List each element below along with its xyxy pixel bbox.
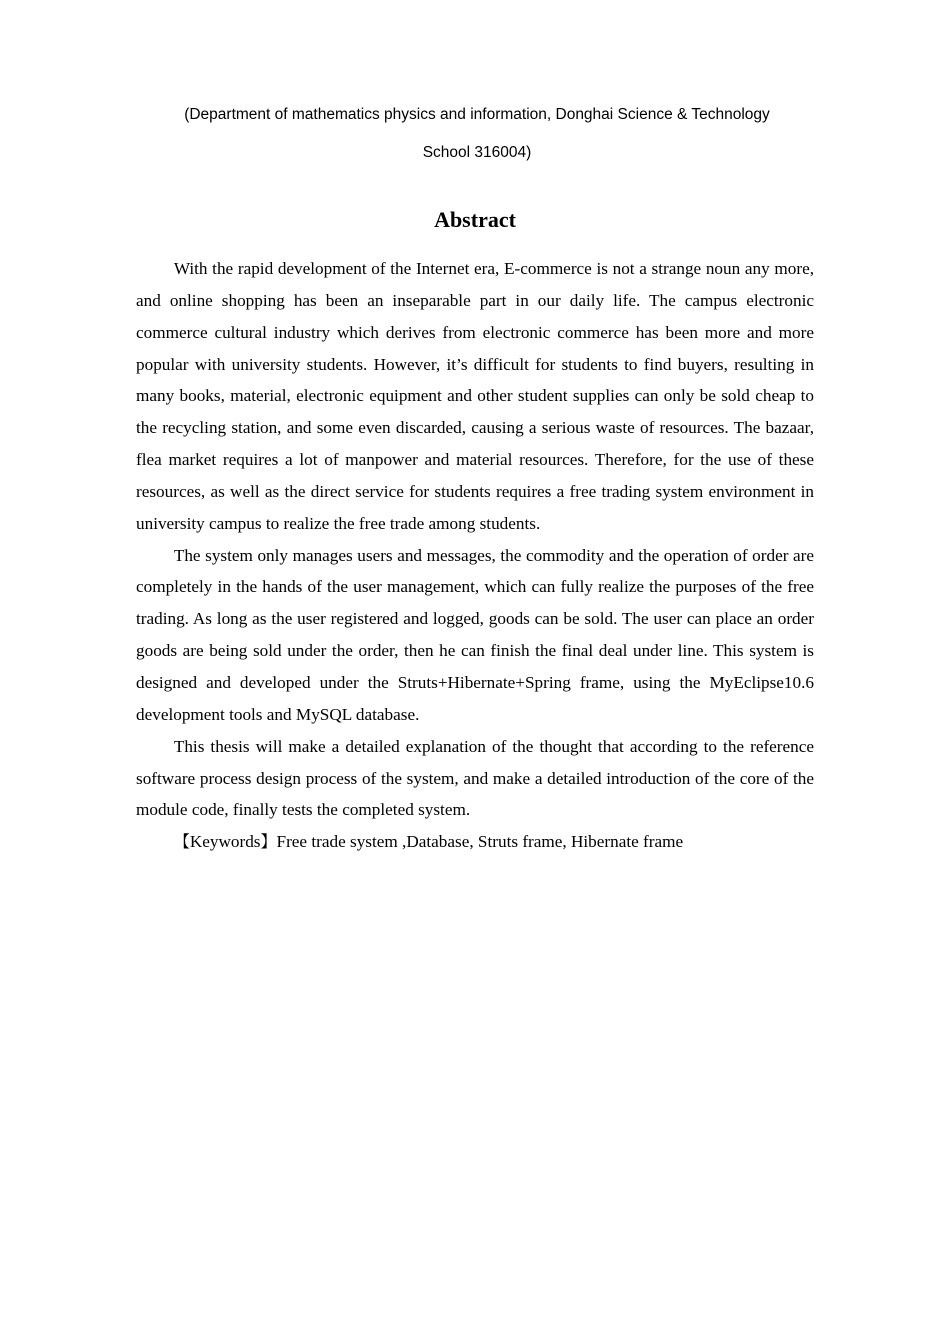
abstract-paragraph-2: The system only manages users and messages, the commodity and the operation of order are completely in the hands of the user management, which can fully realize the purposes of the free trading. As long as the user registered and logged, goods can be sold. The user can place an order goods are being sold under the order, then he can finish the final deal under line. This system is designed and developed under the Struts+Hibernate+Spring frame, using the MyEclipse10.6 development tools and MySQL database.: [136, 545, 814, 724]
affiliation-line-1: (Department of mathematics physics and information, Donghai Science & Technology: [184, 106, 770, 123]
keywords-text: Free trade system ,Database, Struts frame, Hibernate frame: [276, 832, 684, 852]
author-affiliation: [136, 96, 818, 172]
keywords-label: Keywords: [189, 832, 261, 852]
abstract-paragraph-3: This thesis will make a detailed explanation of the thought that according to the reference software process design process of the system, and make a detailed introduction of the core of the module code, finally tests the completed system.: [136, 736, 814, 820]
affiliation-line-2: School 316004): [422, 144, 532, 161]
abstract-heading: Abstract: [434, 207, 516, 232]
abstract-body: [136, 253, 814, 858]
abstract-paragraph-1: With the rapid development of the Internet era, E-commerce is not a strange noun any more, and online shopping has been an inseparable part in our daily life. The campus electronic commerce cultural industry which derives from electronic commerce has been more and more popular with university students. However, it’s difficult for students to find buyers, resulting in many books, material, electronic equipment and other student supplies can only be sold cheap to the recycling station, and some even discarded, causing a serious waste of resources. The bazaar, flea market requires a lot of manpower and material resources. Therefore, for the use of these resources, as well as the direct service for students requires a free trading system environment in university campus to realize the free trade among students.: [136, 259, 814, 533]
keywords-close-bracket: 】: [260, 832, 277, 852]
keywords-line: [136, 826, 814, 858]
keywords-open-bracket: 【: [173, 832, 190, 852]
